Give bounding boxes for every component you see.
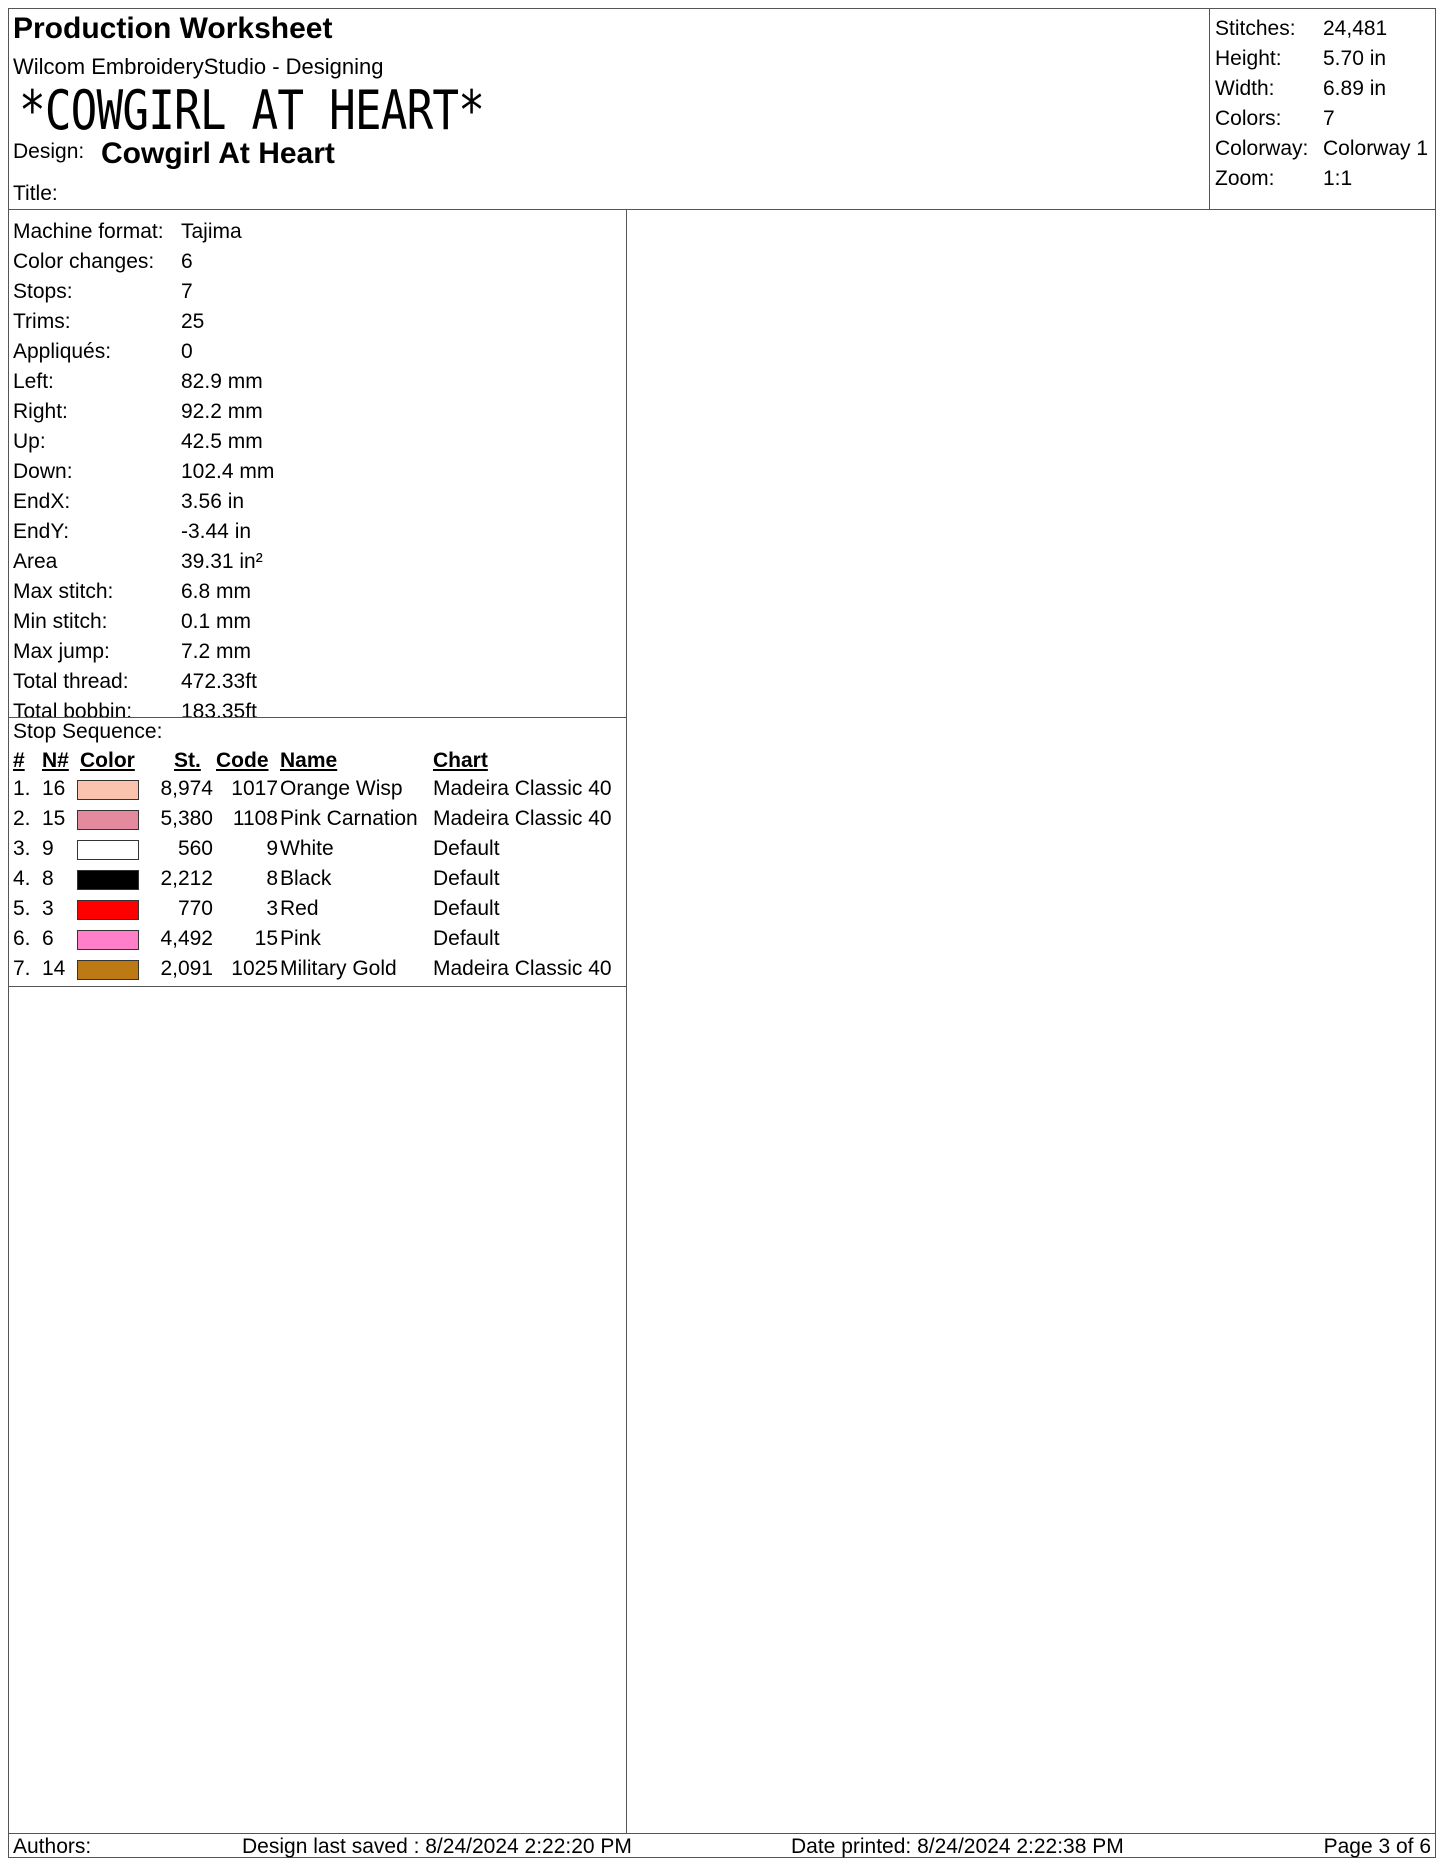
stat-value: 3.56 in [181,490,245,513]
row-chart: Default [433,897,500,920]
stat-label: Up: [13,430,46,453]
table-row [9,897,626,927]
summary-label: Zoom: [1215,167,1275,190]
row-stitches: 2,091 [160,957,213,980]
row-needle: 9 [42,837,54,860]
summary-label: Colors: [1215,107,1282,130]
summary-value: 24,481 [1323,17,1388,40]
summary-panel [1209,9,1435,209]
summary-label: Width: [1215,77,1275,100]
row-color-name: Pink [280,927,321,950]
stat-value: 25 [181,310,205,333]
footer-authors: Authors: [13,1835,92,1858]
summary-value: 5.70 in [1323,47,1387,70]
design-display-name: *COWGIRL AT HEART* [19,79,485,142]
design-label: Design: [13,140,85,163]
stat-label: Total thread: [13,670,129,693]
footer-last-saved: Design last saved : 8/24/2024 2:22:20 PM [242,1835,632,1858]
summary-value: 7 [1323,107,1335,130]
row-needle: 14 [42,957,66,980]
summary-label: Stitches: [1215,17,1296,40]
stat-label: Area [13,550,58,573]
stat-value: 6.8 mm [181,580,252,603]
row-stitches: 5,380 [160,807,213,830]
header-stitches: St. [174,749,201,772]
stats-divider [9,717,626,718]
row-color-name: White [280,837,334,860]
stat-label: Total bobbin: [13,700,133,723]
row-code: 15 [254,927,278,950]
row-needle: 15 [42,807,66,830]
row-code: 1017 [231,777,278,800]
row-color-name: Military Gold [280,957,397,980]
table-row [9,777,626,807]
color-swatch [77,810,139,830]
stat-value: 7.2 mm [181,640,252,663]
color-swatch [77,870,139,890]
stat-label: Trims: [13,310,71,333]
table-row [9,957,626,987]
row-number: 6. [13,927,31,950]
header-divider [9,209,1435,210]
color-swatch [77,960,139,980]
stat-label: Right: [13,400,68,423]
stat-value: 472.33ft [181,670,257,693]
header-info [9,9,1209,209]
row-chart: Madeira Classic 40 [433,807,612,830]
row-stitches: 770 [177,897,213,920]
summary-label: Height: [1215,47,1282,70]
stat-label: Max stitch: [13,580,114,603]
row-number: 1. [13,777,31,800]
row-number: 7. [13,957,31,980]
row-needle: 8 [42,867,54,890]
stat-value: 82.9 mm [181,370,263,393]
row-stitches: 560 [177,837,213,860]
color-swatch [77,780,139,800]
row-number: 4. [13,867,31,890]
stat-value: 102.4 mm [181,460,275,483]
stat-label: Max jump: [13,640,110,663]
table-divider [9,986,626,987]
stop-sequence-title: Stop Sequence: [13,720,163,743]
row-code: 8 [266,867,278,890]
row-stitches: 2,212 [160,867,213,890]
row-code: 1025 [231,957,278,980]
stat-label: Appliqués: [13,340,112,363]
table-row [9,927,626,957]
production-worksheet [8,8,1436,1858]
row-needle: 16 [42,777,66,800]
stat-label: Stops: [13,280,73,303]
stat-label: Down: [13,460,73,483]
page-title: Production Worksheet [13,12,333,45]
footer-page-number: Page 3 of 6 [1323,1835,1431,1858]
title-label: Title: [13,182,58,205]
column-divider [626,209,627,1833]
stat-label: Min stitch: [13,610,108,633]
stat-label: Machine format: [13,220,164,243]
row-needle: 6 [42,927,54,950]
header-code: Code [216,749,269,772]
color-swatch [77,840,139,860]
stat-value: 39.31 in² [181,550,263,573]
header-num: # [13,749,25,772]
stat-label: EndY: [13,520,70,543]
header-chart: Chart [433,749,488,772]
row-color-name: Red [280,897,319,920]
footer-divider [9,1833,1435,1834]
color-swatch [77,900,139,920]
row-chart: Madeira Classic 40 [433,957,612,980]
row-chart: Madeira Classic 40 [433,777,612,800]
stat-label: Color changes: [13,250,155,273]
stat-value: 7 [181,280,193,303]
row-needle: 3 [42,897,54,920]
row-number: 2. [13,807,31,830]
summary-value: 6.89 in [1323,77,1387,100]
row-code: 3 [266,897,278,920]
summary-value: 1:1 [1323,167,1353,190]
table-row [9,837,626,867]
stat-value: 0.1 mm [181,610,252,633]
table-row [9,867,626,897]
row-chart: Default [433,867,500,890]
stat-value: 42.5 mm [181,430,263,453]
row-stitches: 8,974 [160,777,213,800]
stat-value: 6 [181,250,193,273]
color-swatch [77,930,139,950]
row-color-name: Orange Wisp [280,777,403,800]
stat-value: 92.2 mm [181,400,263,423]
header-needle: N# [42,749,69,772]
stat-label: EndX: [13,490,71,513]
table-row [9,807,626,837]
stat-value: Tajima [181,220,242,243]
header-name: Name [280,749,338,772]
footer-date-printed: Date printed: 8/24/2024 2:22:38 PM [791,1835,1124,1858]
row-number: 5. [13,897,31,920]
row-color-name: Black [280,867,332,890]
row-code: 1108 [232,807,278,830]
summary-label: Colorway: [1215,137,1309,160]
header-color: Color [80,749,135,772]
summary-value: Colorway 1 [1323,137,1429,160]
row-color-name: Pink Carnation [280,807,418,830]
design-name: Cowgirl At Heart [101,137,335,170]
row-number: 3. [13,837,31,860]
software-name: Wilcom EmbroideryStudio - Designing [13,54,384,79]
stat-value: 0 [181,340,193,363]
row-chart: Default [433,837,500,860]
stat-value: 183.35ft [181,700,257,723]
stat-label: Left: [13,370,54,393]
footer [9,1835,1435,1857]
row-code: 9 [266,837,278,860]
row-stitches: 4,492 [160,927,213,950]
row-chart: Default [433,927,500,950]
stat-value: -3.44 in [181,520,252,543]
